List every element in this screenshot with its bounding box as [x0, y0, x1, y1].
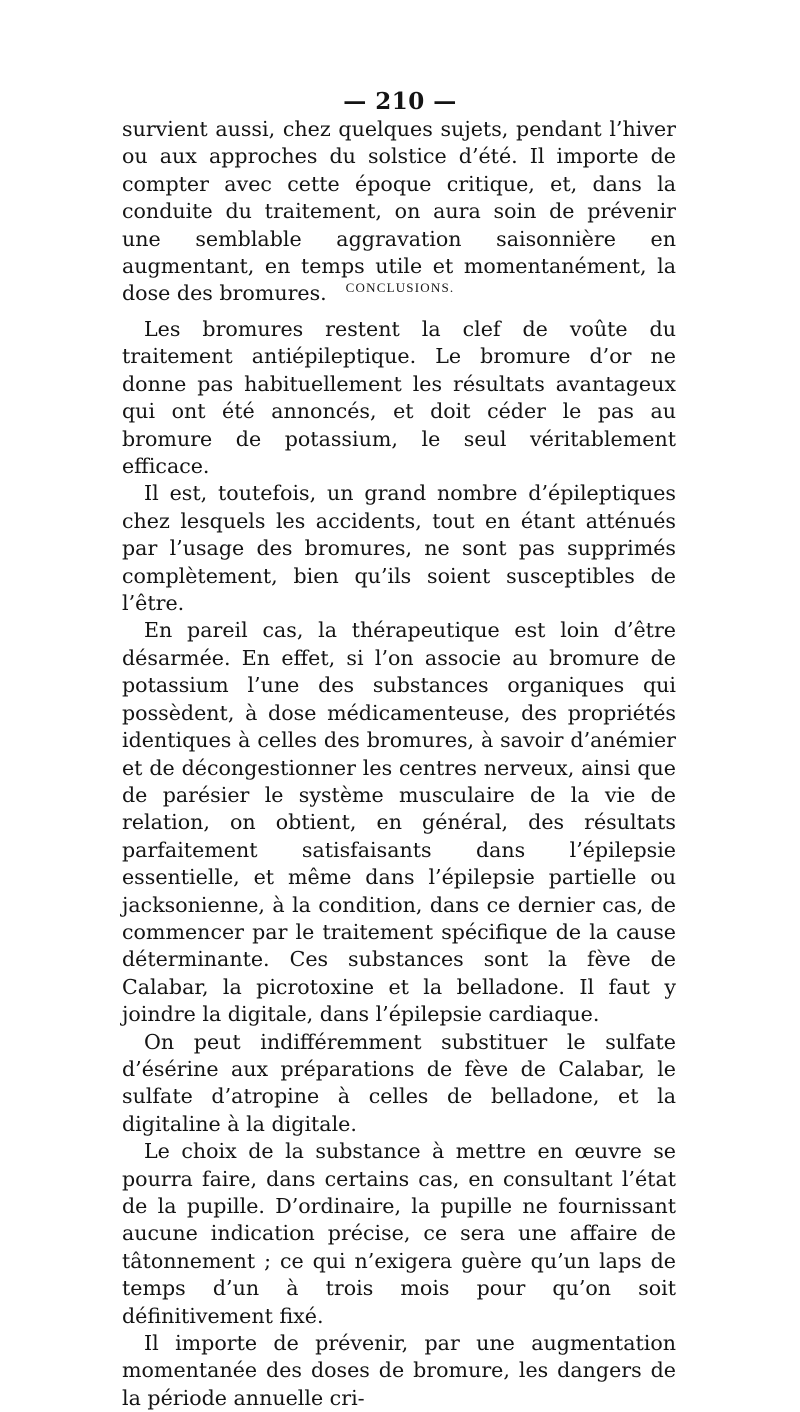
- page-number: — 210 —: [343, 88, 457, 115]
- paragraph: En pareil cas, la thérapeutique est loin d’être désarmée. En effet, si l’on associe au bromure de potassium l’une des substances organiques qui possèdent, à dose médicamenteuse, des propriétés identiques à celles des bromures, à savoir d’anémier et de décongestionner les centres nerveux, ainsi que de parésier le système musculaire de la vie de relation, on obtient, en général, des résultats parfaitement satisfaisants dans l’épilepsie essentielle, et même dans l’épilepsie partielle ou jacksonienne, à la condition, dans ce dernier cas, de commencer par le traitement spécifique de la cause déterminante. Ces substances sont la fève de Calabar, la picrotoxine et la belladone. Il faut y joindre la digitale, dans l’épilepsie cardiaque.: [122, 618, 676, 1027]
- paragraph: Il est, toutefois, un grand nombre d’épileptiques chez lesquels les accidents, tout en étant atténués par l’usage des bromures, ne sont pas supprimés complètement, bien qu’ils soient susceptibles de l’être.: [122, 481, 676, 616]
- continuation-paragraph: survient aussi, chez quelques sujets, pendant l’hiver ou aux approches du solstice d’été. Il importe de compter avec cette époque critique, et, dans la conduite du traitement, on aura soin de prévenir une semblable aggravation saisonnière en augmentant, en temps utile et momentanément, la dose des bromures.: [122, 117, 676, 306]
- paragraph: Il importe de prévenir, par une augmentation momentanée des doses de bromure, les dangers de la période annuelle cri-: [122, 1331, 676, 1410]
- conclusions-body: [122, 316, 676, 1412]
- paragraph: Les bromures restent la clef de voûte du traitement antiépileptique. Le bromure d’or ne donne pas habituellement les résultats avantageux qui ont été annoncés, et doit céder le pas au bromure de potassium, le seul véritablement efficace.: [122, 317, 676, 479]
- paragraph: Le choix de la substance à mettre en œuvre se pourra faire, dans certains cas, en consultant l’état de la pupille. D’ordinaire, la pupille ne fournissant aucune indication précise, ce sera une affaire de tâtonnement ; ce qui n’exigera guère qu’un laps de temps d’un à trois mois pour qu’on soit définitivement fixé.: [122, 1139, 676, 1328]
- section-heading: CONCLUSIONS.: [345, 280, 455, 295]
- paragraph: On peut indifféremment substituer le sulfate d’ésérine aux préparations de fève de Calabar, le sulfate d’atropine à celles de belladone, et la digitaline à la digitale.: [122, 1029, 676, 1136]
